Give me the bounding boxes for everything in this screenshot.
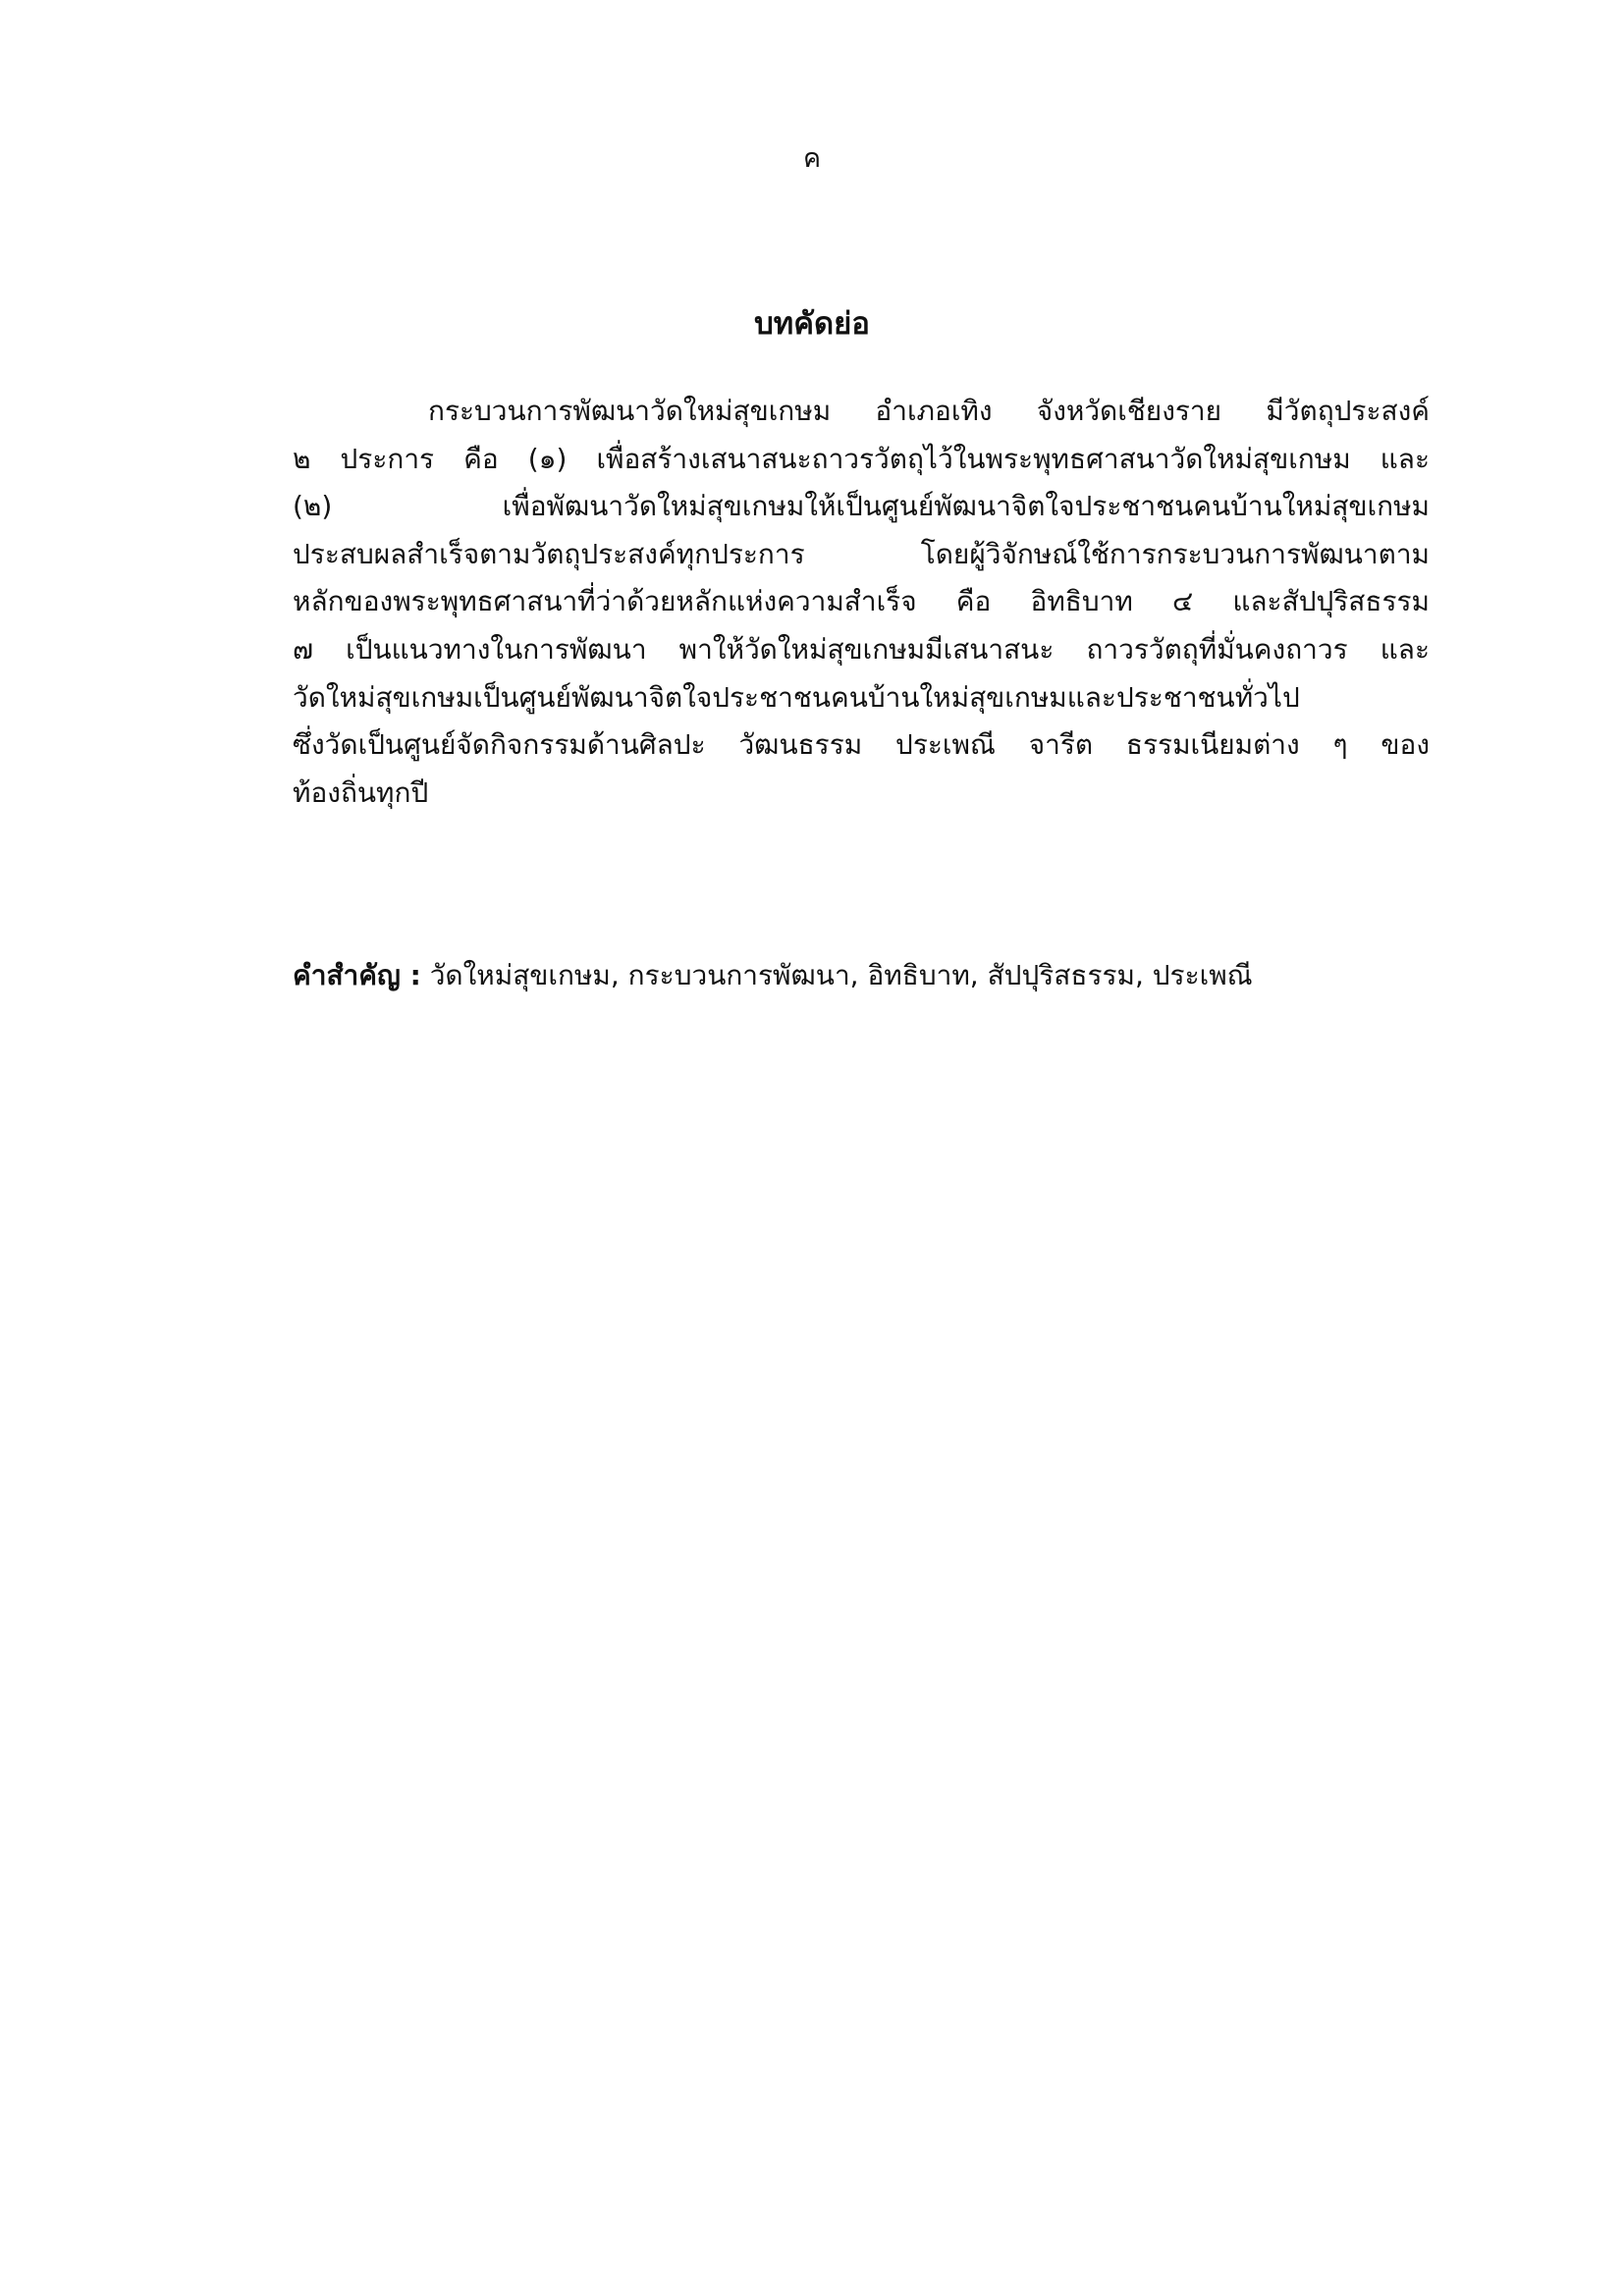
abstract-paragraph	[293, 388, 1430, 817]
abstract-line: ท้องถิ่นทุกปี	[293, 775, 429, 809]
abstract-line: วัดใหม่สุขเกษมเป็นศูนย์พัฒนาจิตใจประชาชนคนบ้านใหม่สุขเกษมและประชาชนทั่วไป	[293, 680, 1300, 714]
keywords-line	[293, 952, 1430, 999]
keywords-label: คำสำคัญ :	[293, 959, 421, 991]
abstract-line: ๒ ประการ คือ (๑) เพื่อสร้างเสนาสนะถาวรวัตถุไว้ในพระพุทธศาสนาวัดใหม่สุขเกษม และ	[293, 442, 1430, 475]
abstract-line: ประสบผลสำเร็จตามวัตถุประสงค์ทุกประการ โดยผู้วิจักษณ์ใช้การกระบวนการพัฒนาตาม	[293, 537, 1430, 570]
abstract-line: ๗ เป็นแนวทางในการพัฒนา พาให้วัดใหม่สุขเกษมมีเสนาสนะ ถาวรวัตถุที่มั่นคงถาวร และ	[293, 632, 1430, 666]
keywords-text: วัดใหม่สุขเกษม, กระบวนการพัฒนา, อิทธิบาท, สัปปุริสธรรม, ประเพณี	[420, 959, 1253, 991]
abstract-line: ซึ่งวัดเป็นศูนย์จัดกิจกรรมด้านศิลปะ วัฒนธรรม ประเพณี จารีต ธรรมเนียมต่าง ๆ ของ	[293, 728, 1430, 762]
abstract-line: กระบวนการพัฒนาวัดใหม่สุขเกษม อำเภอเทิง จังหวัดเชียงราย มีวัตถุประสงค์	[428, 395, 1430, 427]
abstract-line: หลักของพระพุทธศาสนาที่ว่าด้วยหลักแห่งความสำเร็จ คือ อิทธิบาท ๔ และสัปปุริสธรรม	[293, 585, 1430, 618]
abstract-line: (๒) เพื่อพัฒนาวัดใหม่สุขเกษมให้เป็นศูนย์พัฒนาจิตใจประชาชนคนบ้านใหม่สุขเกษม	[293, 490, 1430, 523]
page-number: ค	[802, 143, 822, 174]
abstract-title: บทคัดย่อ	[754, 306, 870, 342]
